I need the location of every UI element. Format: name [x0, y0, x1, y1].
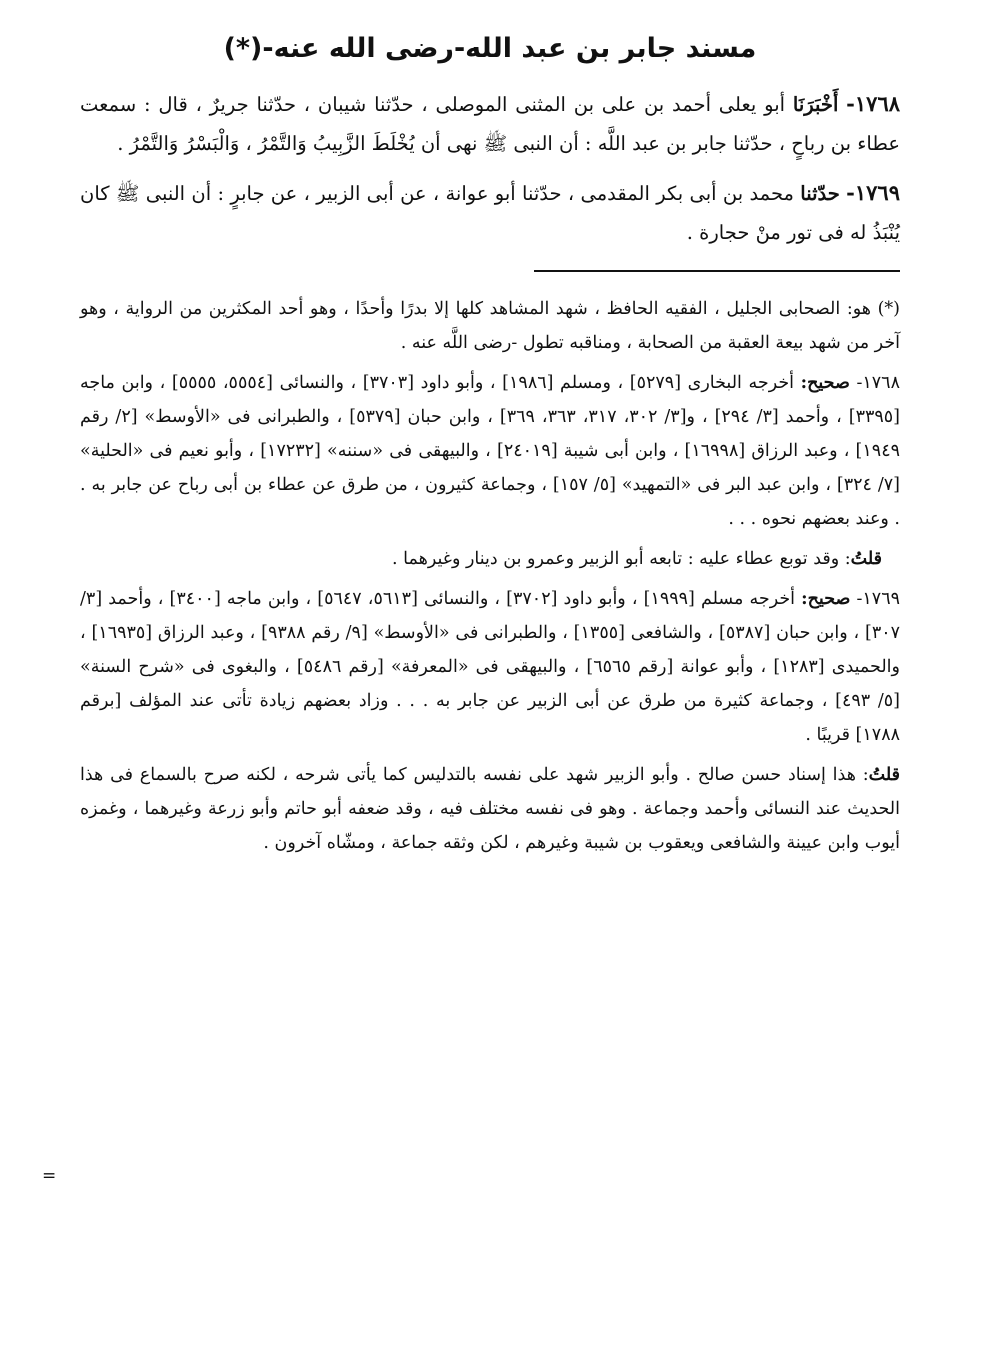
footnote-1769-comment — [80, 758, 900, 860]
footnote-marker: ١٧٦٩- — [856, 589, 900, 609]
footnote-grade: صحيح: — [800, 373, 850, 393]
hadith-1768 — [80, 84, 900, 163]
hadith-number: ١٧٦٨- — [846, 91, 901, 116]
hadith-opening: حدّثنا — [800, 182, 840, 205]
continuation-mark: = — [42, 1166, 57, 1186]
footnote-text: أخرجه البخارى [٥٢٧٩] ، ومسلم [١٩٨٦] ، وأبو داود [٣٧٠٣] ، والنسائى [٥٥٥٤، ٥٥٥٥] ، وابن ماجه [٣٣٩٥] ، وأحمد [٣/ ٢٩٤] ، و[٣/ ٣٠٢، ٣١٧، ٣٦٣، ٣٦٩] ، وابن حبان [٥٣٧٩] ، والطبرانى فى «الأوسط» [٢/ رقم ١٩٤٩] ، وعبد الرزاق [١٦٩٩٨] ، وابن أبى شيبة [٢٤٠١٩] ، والبيهقى فى «سننه» [١٧٢٣٢] ، وأبو نعيم فى «الحلية» [٧/ ٣٢٤] ، وابن عبد البر فى «التمهيد» [٥/ ١٥٧] ، وجماعة كثيرون ، من طرق عن عطاء بن أبى رباح عن جابر به . . وعند بعضهم نحوه . . . — [80, 373, 900, 529]
footnote-divider — [534, 270, 900, 272]
footnote-companion — [80, 292, 900, 360]
page-title: مسند جابر بن عبد الله-رضى الله عنه-(*) — [223, 33, 757, 64]
footnote-marker: ١٧٦٨- — [856, 373, 900, 393]
footnote-marker: قلتُ — [868, 765, 900, 785]
footnote-1768 — [80, 366, 900, 536]
footnote-text: : وقد توبع عطاء عليه : تابعه أبو الزبير وعمرو بن دينار وغيرهما . — [392, 549, 851, 569]
footnote-1768-comment — [80, 542, 900, 576]
hadith-1769 — [80, 173, 900, 252]
footnote-marker: (*) — [877, 299, 900, 319]
hadith-text: محمد بن أبى بكر المقدمى ، حدّثنا أبو عوانة ، عن أبى الزبير ، عن جابرٍ : أن النبى ﷺ كان يُنْبَذُ له فى تور منْ حجارة . — [80, 182, 900, 244]
footnote-text: : هذا إسناد حسن صالح . وأبو الزبير شهد على نفسه بالتدليس كما يأتى شرحه ، لكنه صرح بالسماع فى هذا الحديث عند النسائى وأحمد وجماعة . وهو فى نفسه مختلف فيه ، وقد ضعفه أبو حاتم وأبو زرعة وغيرهما ، وغمزه أيوب وابن عيينة والشافعى ويعقوب بن شيبة وغيرهم ، لكن وثقه جماعة ، ومشّاه آخرون . — [80, 765, 900, 853]
footnote-text: هو: الصحابى الجليل ، الفقيه الحافظ ، شهد المشاهد كلها إلا بدرًا وأحدًا ، وهو أحد المكثرين من الرواية ، وهو آخر من شهد بيعة العقبة من الصحابة ، ومناقبه تطول -رضى اللَّه عنه . — [80, 299, 900, 353]
hadith-number: ١٧٦٩- — [846, 180, 900, 205]
page — [80, 22, 900, 1347]
hadith-text: أبو يعلى أحمد بن على بن المثنى الموصلى ، حدّثنا شيبان ، حدّثنا جريرٌ ، قال : سمعت عطاء بن رباحٍ ، حدّثنا جابر بن عبد اللَّه : أن النبى ﷺ نهى أن يُخْلَطَ الزَّبِيبُ وَالتَّمْرُ ، وَالْبَسْرُ وَالتَّمْرُ . — [80, 93, 900, 155]
hadith-opening: أَخْبَرَنَا — [792, 93, 839, 116]
footnote-marker: قلتُ — [850, 549, 882, 569]
footnote-grade: صحيح: — [801, 589, 851, 609]
footnote-text: أخرجه مسلم [١٩٩٩] ، وأبو داود [٣٧٠٢] ، والنسائى [٥٦١٣، ٥٦٤٧] ، وابن ماجه [٣٤٠٠] ، وأحمد [٣/ ٣٠٧] ، وابن حبان [٥٣٨٧] ، والشافعى [١٣٥٥] ، والطبرانى فى «الأوسط» [٩/ رقم ٩٣٨٨] ، وعبد الرزاق [١٦٩٣٥] ، والحميدى [١٢٨٣] ، وأبو عوانة [رقم ٦٥٦٥] ، والبيهقى فى «المعرفة» [رقم ٥٤٨٦] ، والبغوى فى «شرح السنة» [٥/ ٤٩٣] ، وجماعة كثيرة من طرق عن أبى الزبير عن جابر به . . . وزاد بعضهم زيادة تأتى عند المؤلف [برقم ١٧٨٨] قريبًا . — [80, 589, 901, 745]
footnote-1769 — [80, 582, 900, 752]
